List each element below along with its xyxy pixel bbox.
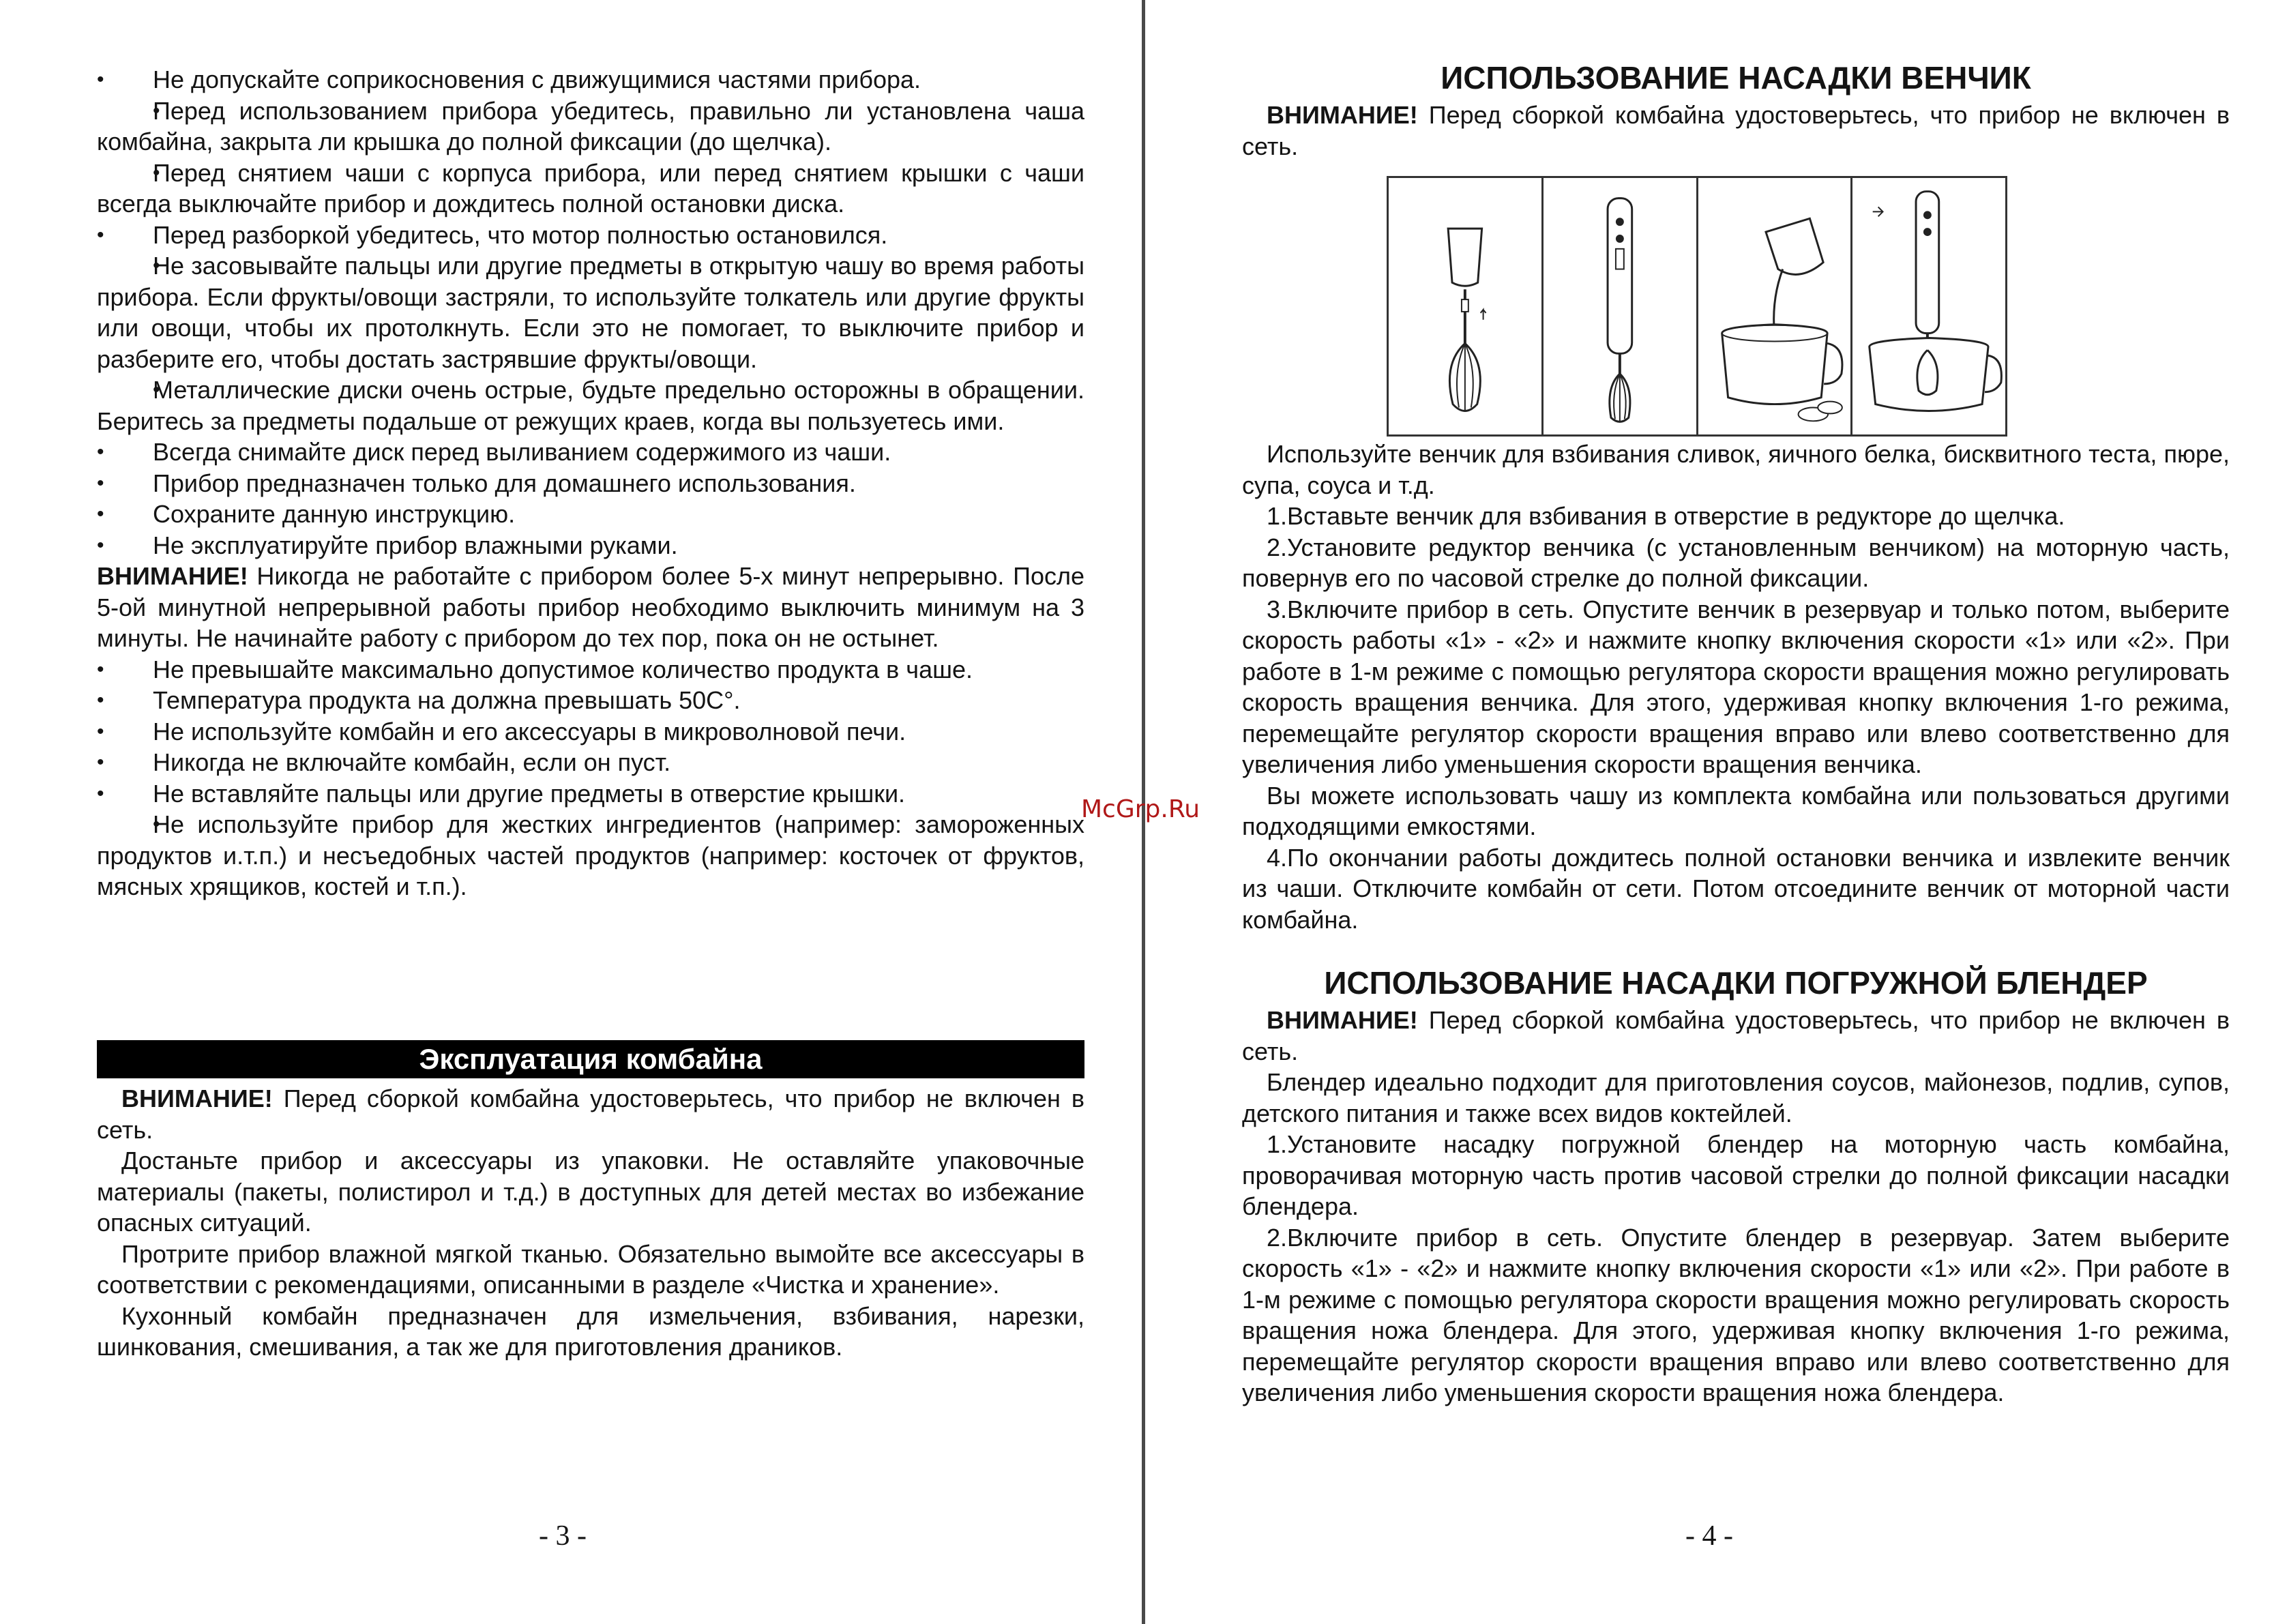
bullet-text: Перед разборкой убедитесь, что мотор полностью остановился.	[153, 220, 888, 249]
list-item	[97, 747, 1084, 778]
list-item	[97, 374, 1084, 437]
list-item	[97, 716, 1084, 748]
step-paragraph: 2.Включите прибор в сеть. Опустите блендер в резервуар. Затем выберите скорость «1» - «2» и нажмите кнопку включения скорости «1» или «2». При работе в 1-м режиме с помощью регулятора скорости вращения можно регулировать скорость вращения ножа блендера. Для этого, удерживая кнопку включения 1-го режима, перемещайте регулятор скорости вращения вправо или влево соответственно для увеличения либо уменьшения скорости вращения ножа блендера.	[1242, 1223, 2230, 1406]
watermark: McGrp.Ru	[1081, 795, 1200, 823]
right-page	[1147, 0, 2289, 1624]
pour-into-bowl-icon	[1698, 178, 1851, 434]
bullet-text: Прибор предназначен только для домашнего использования.	[153, 469, 856, 497]
right-whisk-body	[1242, 439, 2230, 935]
bullet-text: Не эксплуатируйте прибор влажными руками.	[153, 531, 678, 559]
warning-text: Перед сборкой комбайна удостоверьтесь, что прибор не включен в сеть.	[97, 1084, 1084, 1144]
step-paragraph: 3.Включите прибор в сеть. Опустите венчик в резервуар и только потом, выберите скорость работы «1» - «2» и нажмите кнопку включения скорости «1» или «2». При работе в 1-м режиме с помощью регулятора скорости вращения можно регулировать скорость вращения венчика. Для этого, удерживая кнопку включения 1-го режима, перемещайте регулятор скорости вращения вправо или влево соответственно для увеличения либо уменьшения скорости вращения венчика.	[1242, 595, 2230, 778]
section-heading: ИСПОЛЬЗОВАНИЕ НАСАДКИ ВЕНЧИК	[1441, 60, 2031, 95]
page-number: - 4 -	[1685, 1520, 1733, 1552]
list-item	[97, 685, 1084, 716]
step-paragraph: 4.По окончании работы дождитесь полной остановки венчика и извлеките венчик из чаши. Отключите комбайн от сети. Потом отсоедините венчик от моторной части комбайна.	[1242, 843, 2230, 934]
warning-text: Перед сборкой комбайна удостоверьтесь, что прибор не включен в сеть.	[1242, 101, 2230, 160]
step-paragraph: 1.Вставьте венчик для взбивания в отверстие в редукторе до щелчка.	[1267, 502, 2065, 530]
bullet-text: Не превышайте максимально допустимое количество продукта в чаше.	[153, 655, 973, 683]
list-item	[97, 250, 1084, 374]
warning-label: ВНИМАНИЕ!	[1267, 1006, 1418, 1034]
body-paragraph: Вы можете использовать чашу из комплекта комбайна или пользоваться другими подходящими емкостями.	[1242, 781, 2230, 840]
bullet-text: Металлические диски очень острые, будьте предельно осторожны в обращении. Беритесь за предметы подальше от режущих краев, когда вы пользуетесь ими.	[97, 376, 1084, 435]
warning-label: ВНИМАНИЕ!	[97, 562, 248, 590]
figure-panel	[1698, 178, 1853, 434]
list-item	[97, 530, 1084, 561]
list-item	[97, 220, 1084, 251]
left-text-column	[97, 64, 1084, 902]
list-item	[97, 64, 1084, 95]
body-paragraph: Используйте венчик для взбивания сливок, яичного белка, бисквитного теста, пюре, супа, соуса и т.д.	[1242, 440, 2230, 499]
right-top-column	[1242, 59, 2230, 162]
whisk-usage-illustration	[1387, 176, 2007, 437]
bullet-text: Не засовывайте пальцы или другие предметы в открытую чашу во время работы прибора. Если фрукты/овощи застряли, то используйте толкатель или другие фрукты или овощи, чтобы их протолкнуть. Если это не помогает, то выключите прибор и разберите его, чтобы достать застрявшие фрукты/овощи.	[97, 252, 1084, 373]
warning-label: ВНИМАНИЕ!	[1267, 101, 1418, 129]
warning-text: Перед сборкой комбайна удостоверьтесь, что прибор не включен в сеть.	[1242, 1006, 2230, 1065]
bullet-text: Не допускайте соприкосновения с движущимися частями прибора.	[153, 65, 921, 93]
warning-label: ВНИМАНИЕ!	[121, 1084, 273, 1112]
list-item	[97, 778, 1084, 810]
list-item	[97, 809, 1084, 902]
list-item	[97, 468, 1084, 499]
list-item	[97, 158, 1084, 220]
bullet-text: Перед снятием чаши с корпуса прибора, или перед снятием крышки с чаши всегда выключайте прибор и дождитесь полной остановки диска.	[97, 158, 1084, 218]
section-heading: ИСПОЛЬЗОВАНИЕ НАСАДКИ ПОГРУЖНОЙ БЛЕНДЕР	[1324, 965, 2148, 1001]
bullet-text: Не используйте комбайн и его аксессуары в микроволновой печи.	[153, 717, 906, 745]
warning-text: Никогда не работайте с прибором более 5-х минут непрерывно. После 5-ой минутной непрерывной работы прибор необходимо выключить минимум на 3 минуты. Не начинайте работу с прибором до тех пор, пока он не остынет.	[97, 562, 1084, 652]
figure-panel	[1389, 178, 1544, 434]
bullet-text: Не используйте прибор для жестких ингредиентов (например: замороженных продуктов и.т.п.) и несъедобных частей продуктов (например: косточек от фруктов, мясных хрящиков, костей и т.п.).	[97, 810, 1084, 900]
warning-paragraph	[97, 561, 1084, 654]
bullet-text: Перед использованием прибора убедитесь, правильно ли установлена чаша комбайна, закрыта ли крышка до полной фиксации (до щелчка).	[97, 96, 1084, 156]
step-paragraph: 1.Установите насадку погружной блендер на моторную часть комбайна, проворачивая моторную часть против часовой стрелки до полной фиксации насадки блендера.	[1242, 1130, 2230, 1220]
body-paragraph: Протрите прибор влажной мягкой тканью. Обязательно вымойте все аксессуары в соответствии с рекомендациями, описанными в разделе «Чистка и хранение».	[97, 1239, 1084, 1299]
figure-panel	[1544, 178, 1698, 434]
figure-panel	[1852, 178, 2005, 434]
list-item	[97, 437, 1084, 468]
hand-blender-whisk-icon	[1544, 178, 1696, 434]
bullet-text: Всегда снимайте диск перед выливанием содержимого из чаши.	[153, 438, 891, 466]
step-paragraph: 2.Установите редуктор венчика (с установленным венчиком) на моторную часть, повернув его по часовой стрелке до полной фиксации.	[1242, 533, 2230, 592]
bullet-text: Никогда не включайте комбайн, если он пуст.	[153, 748, 671, 776]
list-item	[97, 654, 1084, 685]
body-paragraph: Кухонный комбайн предназначен для измельчения, взбивания, нарезки, шинкования, смешивания, а так же для приготовления драников.	[97, 1301, 1084, 1361]
blender-warning-paragraph	[1242, 1005, 2230, 1067]
section-title-bar: Эксплуатация комбайна	[97, 1040, 1084, 1078]
list-item	[97, 499, 1084, 530]
page-number: - 3 -	[539, 1520, 587, 1552]
whisk-in-bowl-icon	[1852, 178, 2005, 434]
right-blender-section	[1242, 964, 2230, 1408]
whisk-gearbox-icon	[1389, 178, 1541, 434]
bullet-text: Сохраните данную инструкцию.	[153, 500, 516, 528]
list-item	[97, 95, 1084, 158]
left-page	[0, 0, 1143, 1624]
section-warning-paragraph	[97, 1083, 1084, 1145]
whisk-warning-paragraph	[1242, 100, 2230, 162]
body-paragraph: Достаньте прибор и аксессуары из упаковки. Не оставляйте упаковочные материалы (пакеты, полистирол и т.д.) в доступных для детей местах во избежание опасных ситуаций.	[97, 1147, 1084, 1237]
bullet-text: Не вставляйте пальцы или другие предметы в отверстие крышки.	[153, 779, 906, 808]
left-section-body	[97, 1083, 1084, 1363]
body-paragraph: Блендер идеально подходит для приготовления соусов, майонезов, подлив, супов, детского питания и также всех видов коктейлей.	[1242, 1068, 2230, 1127]
bullet-text: Температура продукта на должна превышать 50С°.	[153, 686, 741, 714]
